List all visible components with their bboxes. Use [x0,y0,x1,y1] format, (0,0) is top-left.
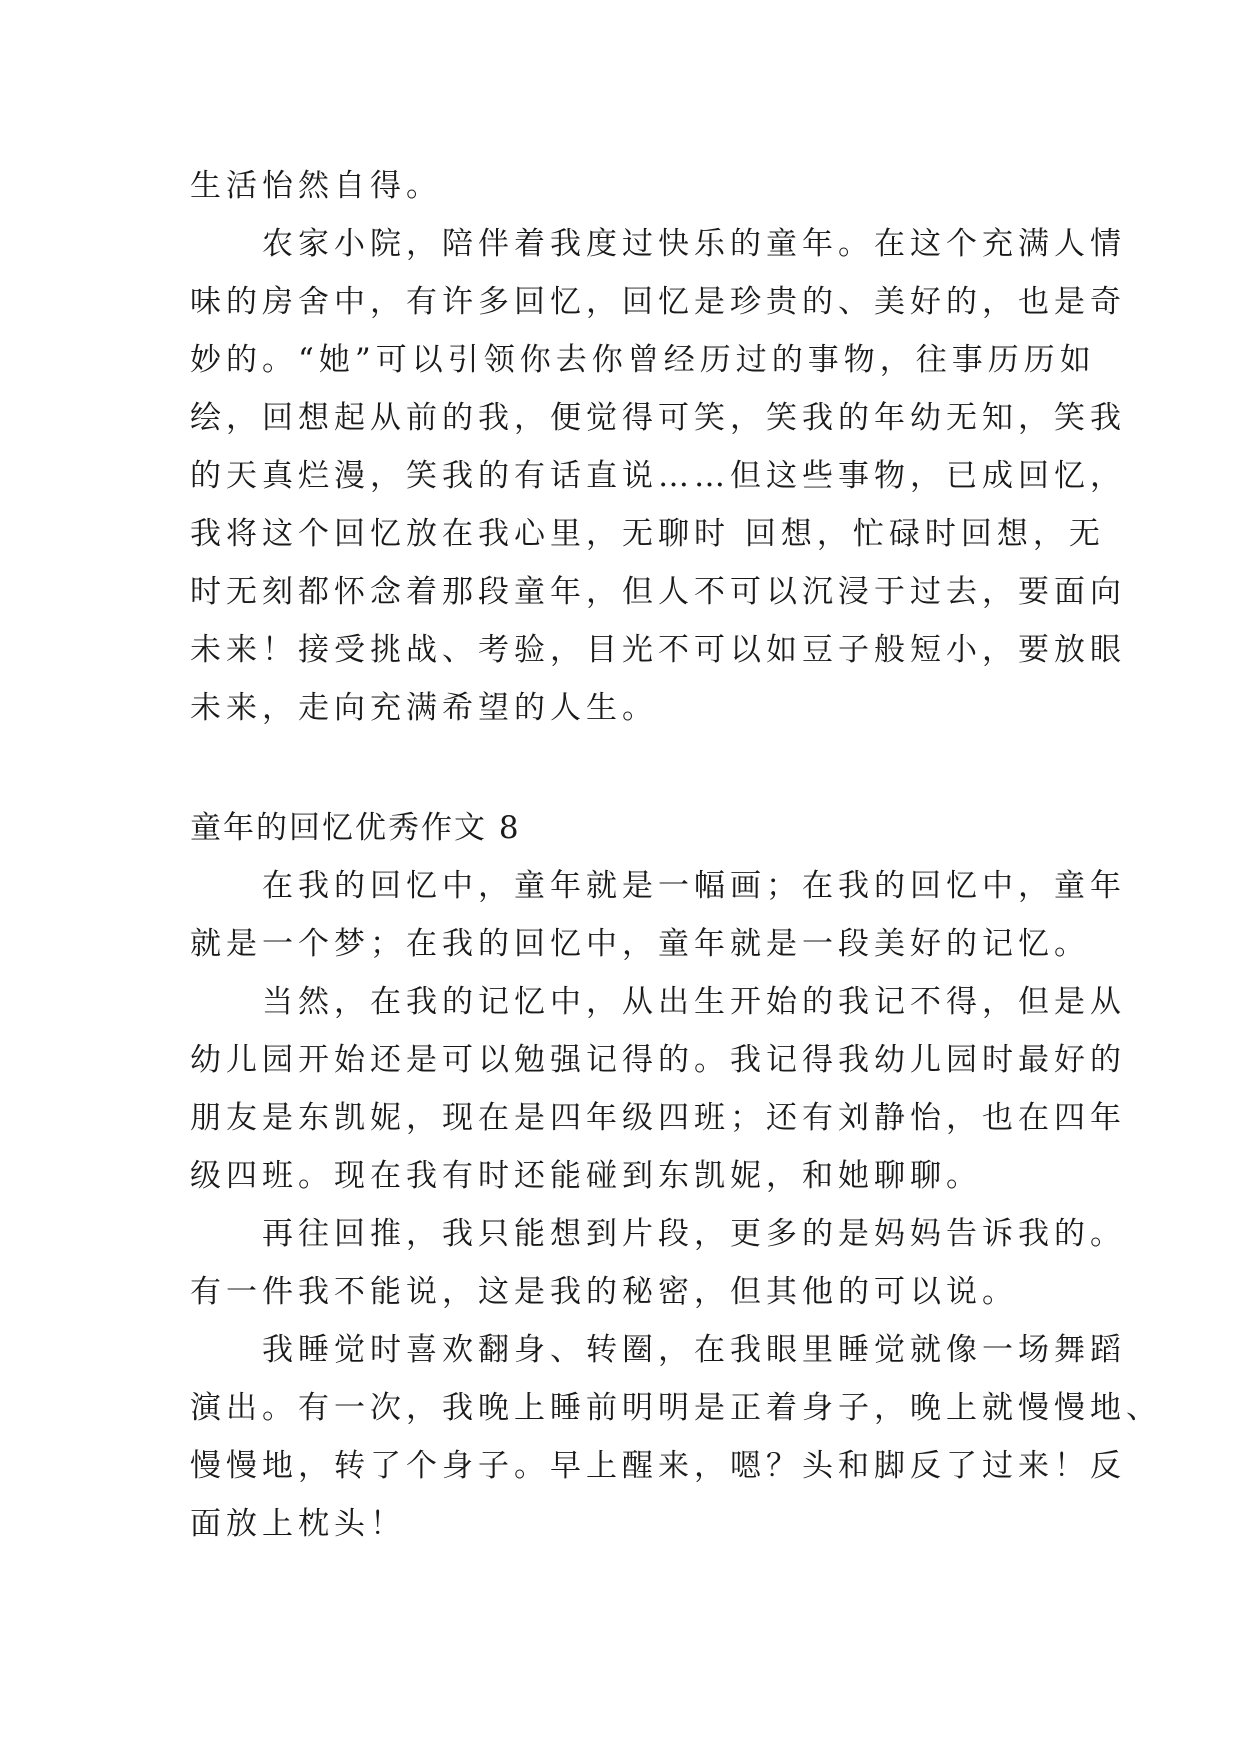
paragraph-line: 未来！接受挑战、考验，目光不可以如豆子般短小，要放眼 [190,632,1126,668]
paragraph-line: 的天真烂漫，笑我的有话直说……但这些事物，已成回忆， [190,458,1126,494]
paragraph-line: 未来，走向充满希望的人生。 [190,690,658,726]
paragraph-line: 幼儿园开始还是可以勉强记得的。我记得我幼儿园时最好的 [190,1042,1126,1078]
paragraph-line: 生活怡然自得。 [190,168,442,204]
paragraph-line: 农家小院，陪伴着我度过快乐的童年。在这个充满人情 [190,226,1126,262]
paragraph-line: 在我的回忆中，童年就是一幅画；在我的回忆中，童年 [190,868,1126,904]
paragraph-line: 我睡觉时喜欢翻身、转圈，在我眼里睡觉就像一场舞蹈 [190,1332,1126,1368]
section-heading: 童年的回忆优秀作文 8 [190,810,521,846]
paragraph-line: 再往回推，我只能想到片段，更多的是妈妈告诉我的。 [190,1216,1126,1252]
paragraph-line: 有一件我不能说，这是我的秘密，但其他的可以说。 [190,1274,1018,1310]
paragraph-line: 我将这个回忆放在我心里，无聊时 回想，忙碌时回想，无 [190,516,1105,552]
paragraph-line: 味的房舍中，有许多回忆，回忆是珍贵的、美好的，也是奇 [190,284,1126,320]
paragraph-line: 绘，回想起从前的我，便觉得可笑，笑我的年幼无知，笑我 [190,400,1126,436]
paragraph-line: 妙的。“她”可以引领你去你曾经历过的事物，往事历历如 [190,342,1096,378]
paragraph-line: 慢慢地，转了个身子。早上醒来，嗯？头和脚反了过来！反 [190,1448,1126,1484]
paragraph-line: 面放上枕头！ [190,1506,406,1542]
paragraph-line: 就是一个梦；在我的回忆中，童年就是一段美好的记忆。 [190,926,1090,962]
paragraph-line: 级四班。现在我有时还能碰到东凯妮，和她聊聊。 [190,1158,982,1194]
paragraph-line: 时无刻都怀念着那段童年，但人不可以沉浸于过去，要面向 [190,574,1126,610]
paragraph-line: 演出。有一次，我晚上睡前明明是正着身子，晚上就慢慢地、 [190,1390,1162,1426]
paragraph-line: 朋友是东凯妮，现在是四年级四班；还有刘静怡，也在四年 [190,1100,1126,1136]
paragraph-line: 当然，在我的记忆中，从出生开始的我记不得，但是从 [190,984,1126,1020]
